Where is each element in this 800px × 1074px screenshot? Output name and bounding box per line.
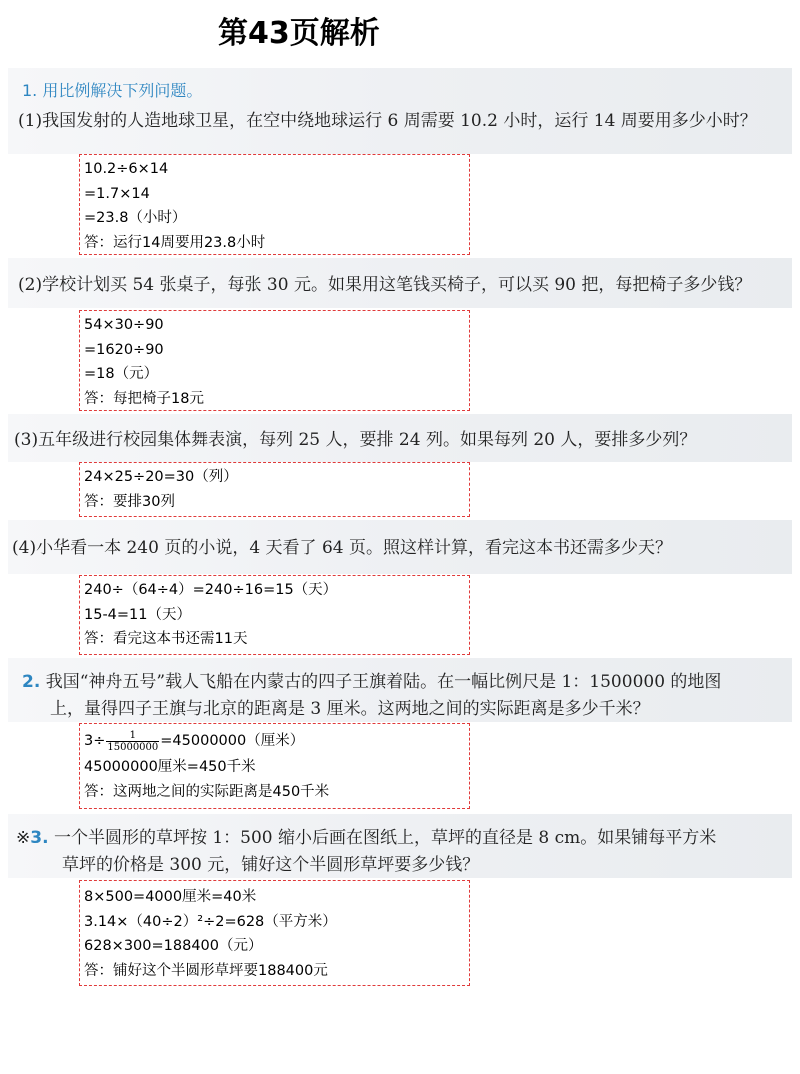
question-1-1: (1)我国发射的人造地球卫星，在空中绕地球运行 6 周需要 10.2 小时，运行 14 周要用多少小时？ xyxy=(18,111,757,131)
answer-line-with-fraction xyxy=(84,728,469,755)
answer-line: 答：运行14周要用23.8小时 xyxy=(84,234,266,251)
question-2-line-2: 上，量得四子王旗与北京的距离是 3 厘米。这两地之间的实际距离是多少千米？ xyxy=(50,699,650,719)
question-2-text-1: 我国“神舟五号”载人飞船在内蒙古的四子王旗着陆。在一幅比例尺是 1：1500000 的地图 xyxy=(45,672,722,692)
question-3-number: 3. xyxy=(30,828,49,848)
fraction-numerator: 1 xyxy=(106,730,159,742)
question-2-line-1 xyxy=(22,667,721,692)
answer-line: 10.2÷6×14 xyxy=(84,161,169,177)
answer-line: 54×30÷90 xyxy=(84,317,164,333)
optional-mark: ※ xyxy=(16,828,31,848)
answer-box-1-2 xyxy=(79,310,470,411)
fraction xyxy=(106,730,159,753)
answer-line: 8×500=4000厘米=40米 xyxy=(84,889,257,905)
answer-line: =1620÷90 xyxy=(84,341,164,358)
question-1-3: (3)五年级进行校园集体舞表演，每列 25 人，要排 24 列。如果每列 20 人，要排多少列？ xyxy=(14,430,697,450)
answer-line: 15-4=11（天） xyxy=(84,606,192,623)
answer-line: 45000000厘米=450千米 xyxy=(84,759,256,775)
section-1-heading: 1. 用比例解决下列问题。 xyxy=(22,81,203,100)
answer-prefix: 3÷ xyxy=(84,733,106,749)
fraction-denominator: 15000000 xyxy=(107,741,159,753)
answer-line: =23.8（小时） xyxy=(84,210,187,226)
answer-suffix: =45000000（厘米） xyxy=(160,733,305,749)
answer-line: 答：这两地之间的实际距离是450千米 xyxy=(84,783,330,800)
answer-line: 3.14×（40÷2）²÷2=628（平方米） xyxy=(84,913,337,930)
question-1-2: (2)学校计划买 54 张桌子，每张 30 元。如果用这笔钱买椅子，可以买 90 把，每把椅子多少钱？ xyxy=(18,275,752,295)
question-3-line-1 xyxy=(16,823,716,848)
answer-line: 答：铺好这个半圆形草坪要188400元 xyxy=(84,962,328,979)
answer-box-1-1 xyxy=(79,154,470,255)
answer-line: 240÷（64÷4）=240÷16=15（天） xyxy=(84,582,338,598)
answer-line: 答：每把椅子18元 xyxy=(84,390,204,407)
page-title: 第43页解析 xyxy=(218,16,380,51)
answer-line: =1.7×14 xyxy=(84,185,150,202)
answer-line: 628×300=188400（元） xyxy=(84,938,263,954)
question-2-number: 2. xyxy=(22,672,41,692)
question-1-4: (4)小华看一本 240 页的小说，4 天看了 64 页。照这样计算，看完这本书还需多少天？ xyxy=(12,538,672,558)
answer-box-1-3 xyxy=(79,462,470,517)
answer-box-1-4 xyxy=(79,575,470,655)
answer-line: 答：看完这本书还需11天 xyxy=(84,631,248,647)
question-3-line-2: 草坪的价格是 300 元，铺好这个半圆形草坪要多少钱？ xyxy=(62,855,480,875)
answer-box-3 xyxy=(79,880,470,986)
answer-box-2 xyxy=(79,723,470,809)
question-3-text-1: 一个半圆形的草坪按 1：500 缩小后画在图纸上，草坪的直径是 8 cm。如果铺每平方米 xyxy=(53,828,717,848)
answer-line: =18（元） xyxy=(84,366,159,382)
answer-line: 24×25÷20=30（列） xyxy=(84,469,238,485)
answer-line: 答：要排30列 xyxy=(84,493,175,510)
